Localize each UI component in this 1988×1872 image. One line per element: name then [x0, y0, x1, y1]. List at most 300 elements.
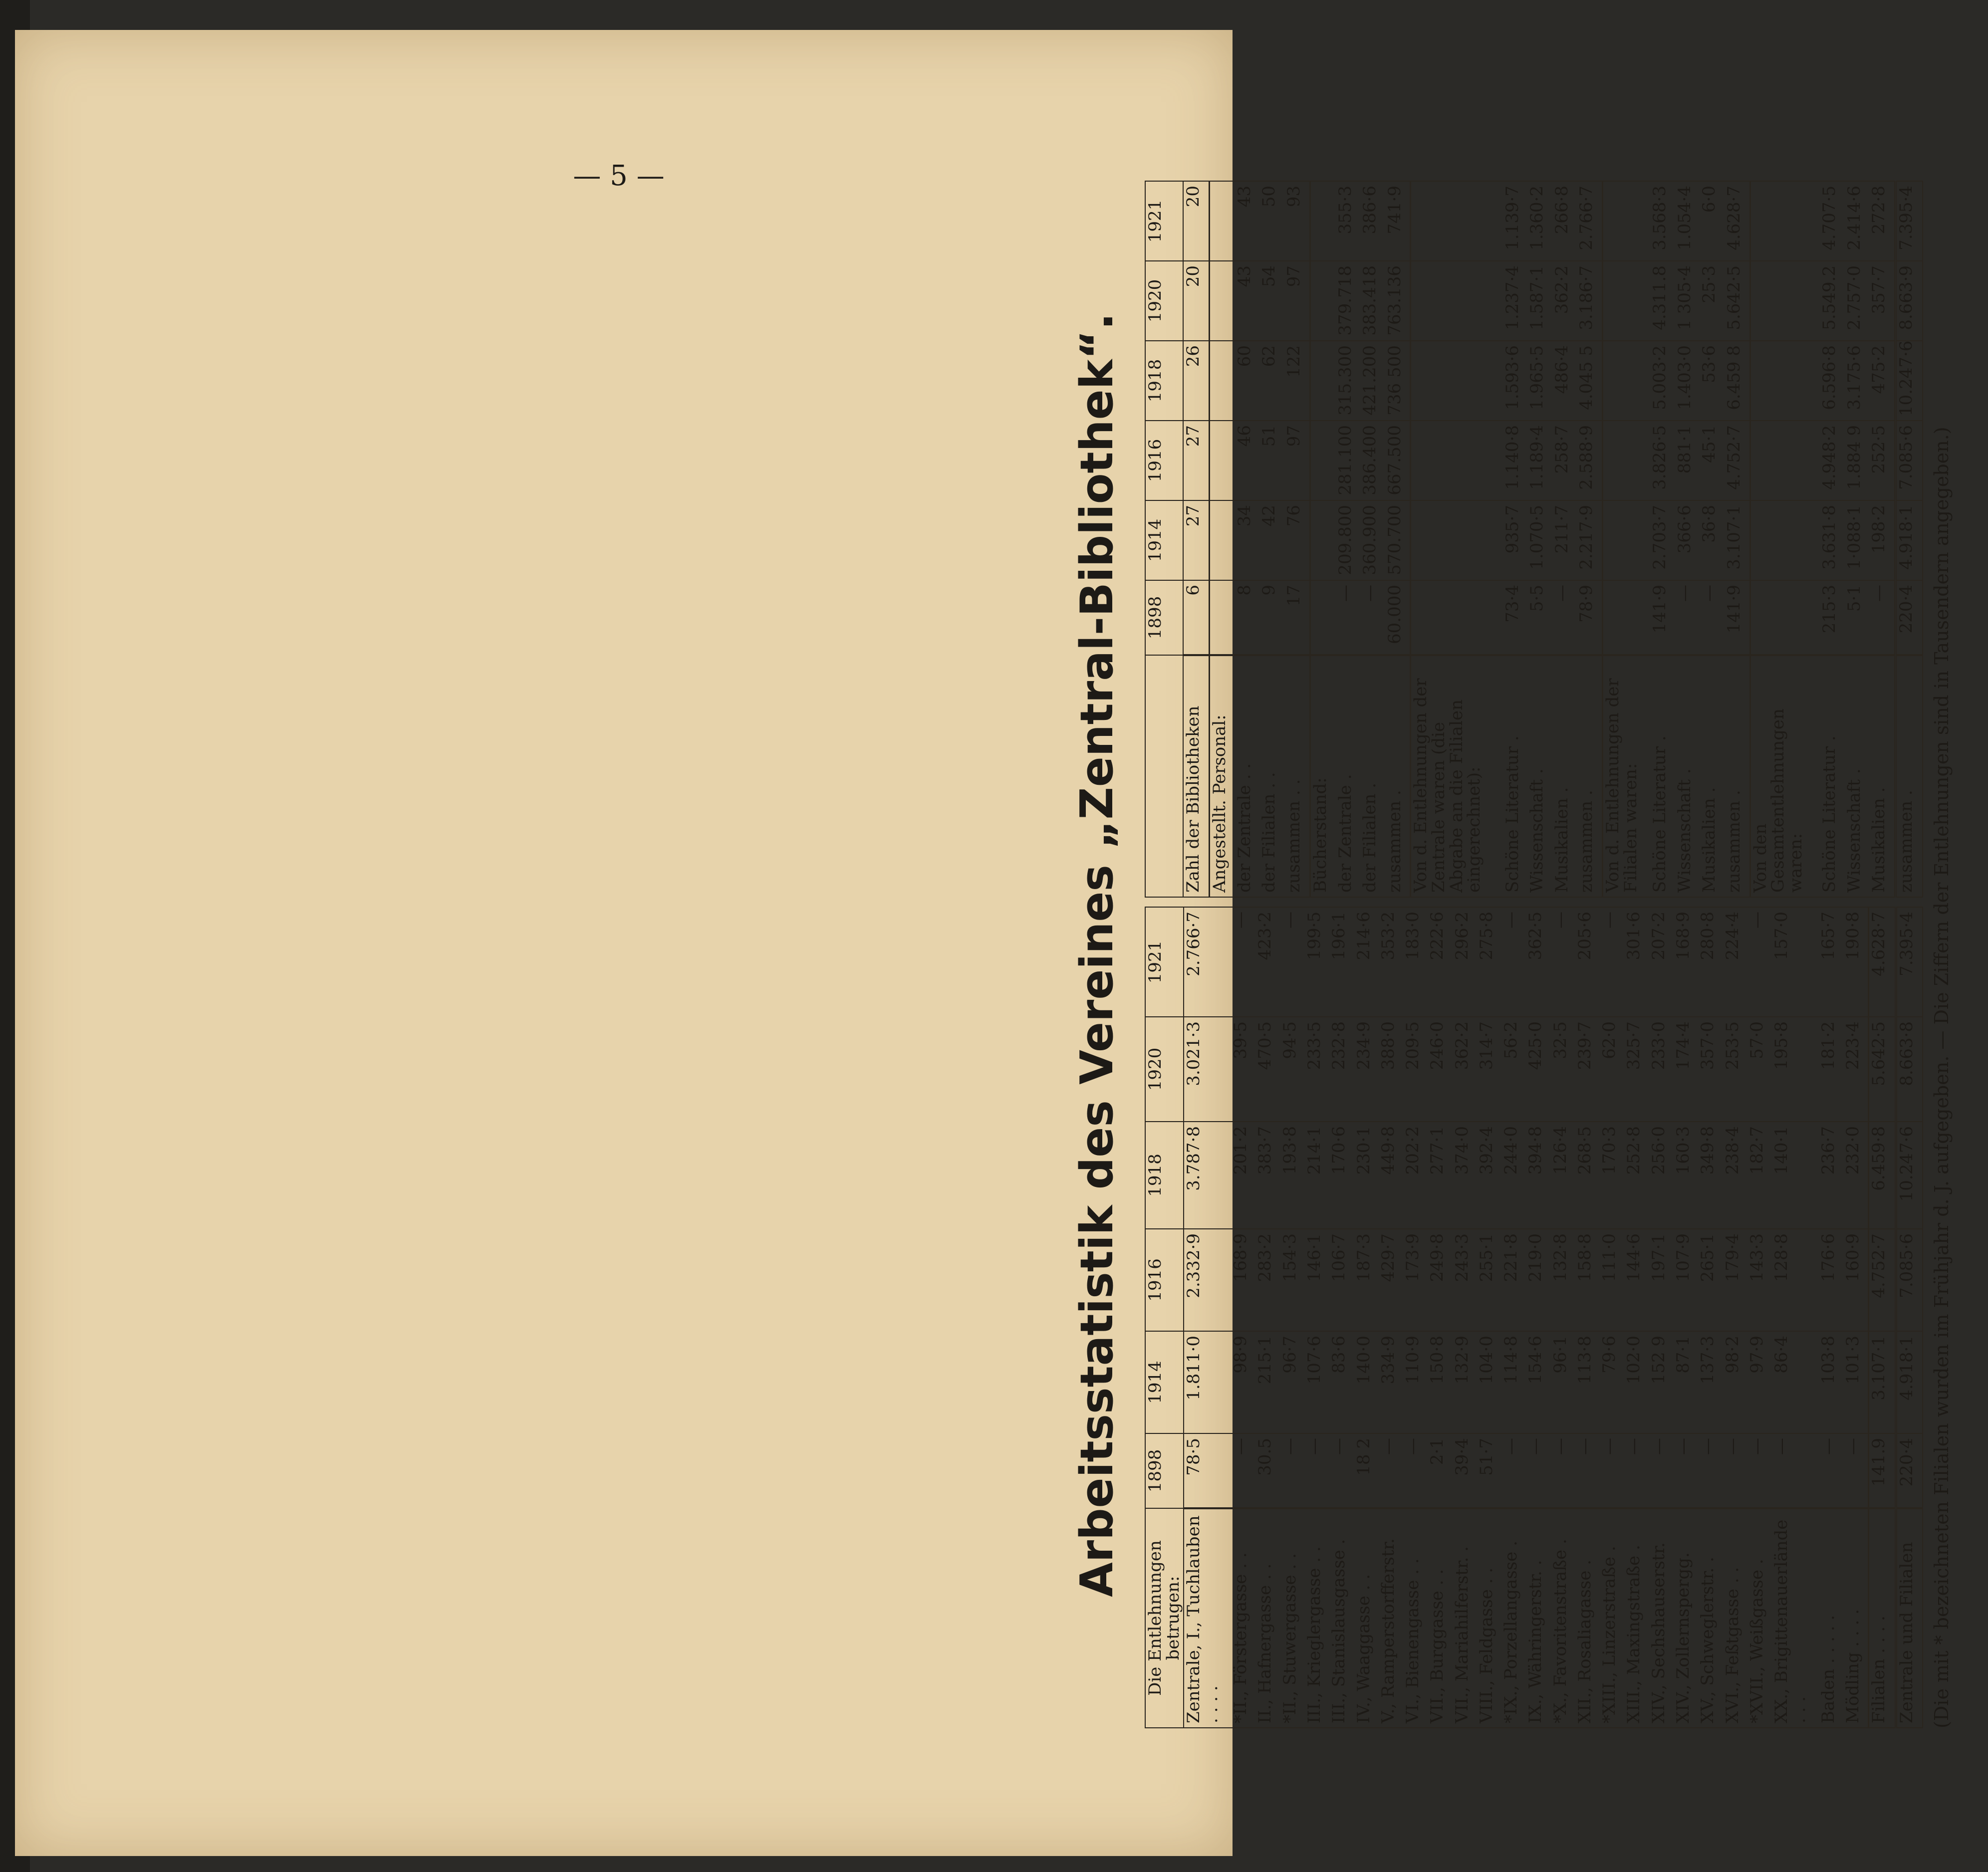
cell-value: 449·8 [1379, 1122, 1403, 1229]
cell-value: 223·4 [1843, 1017, 1869, 1122]
cell-value [1602, 500, 1650, 580]
cell-value: 20 [1183, 181, 1210, 261]
cell-value: 158·8 [1575, 1229, 1600, 1331]
cell-value: 268·5 [1575, 1122, 1600, 1229]
column-header-year: 1921 [1145, 181, 1183, 261]
cell-value: 50 [1259, 181, 1284, 261]
table-row [1819, 907, 1843, 1728]
cell-value: 9 [1259, 580, 1284, 655]
cell-value [1310, 580, 1335, 655]
cell-value: 362·2 [1552, 261, 1577, 341]
cell-value: 423·2 [1255, 907, 1280, 1017]
cell-value [1750, 500, 1820, 580]
cell-value: — [1674, 1433, 1698, 1508]
row-label: zusammen . . [1284, 655, 1310, 897]
cell-value: 3.175·6 [1845, 341, 1869, 421]
cell-value: 106·7 [1329, 1229, 1354, 1331]
row-label: VI., Bienengasse . . [1403, 1508, 1428, 1728]
row-label: III., Stanislausgasse . [1329, 1508, 1354, 1728]
cell-value: 36·8 [1700, 500, 1724, 580]
libraries-table [1145, 181, 1923, 898]
cell-value [1602, 261, 1650, 341]
cell-value: 486·4 [1552, 341, 1577, 421]
cell-value: 4.752·7 [1869, 1229, 1896, 1331]
cell-value: 239·7 [1575, 1017, 1600, 1122]
cell-value: 62 [1259, 341, 1284, 421]
cell-value: 51·7 [1477, 1433, 1501, 1508]
cell-value: 39·4 [1453, 1433, 1477, 1508]
cell-value: 296·2 [1453, 907, 1477, 1017]
row-label: *XVII., Weißgasse . [1747, 1508, 1772, 1728]
row-label: XIV., Zollernspergg. [1674, 1508, 1698, 1728]
cell-value: 266·8 [1552, 181, 1577, 261]
cell-value: 3.107·1 [1869, 1331, 1896, 1433]
cell-value [1210, 181, 1235, 261]
cell-value: 355·3 [1336, 181, 1360, 261]
cell-value: 113·8 [1575, 1331, 1600, 1433]
cell-value: 168·9 [1231, 1229, 1255, 1331]
cell-value: 222·6 [1428, 907, 1452, 1017]
cell-value: 160·3 [1674, 1122, 1698, 1229]
row-label: VII., Mariahilferstr. . [1453, 1508, 1477, 1728]
table-row [1231, 907, 1255, 1728]
row-label: Musikalien . [1700, 655, 1724, 897]
cell-value: 78·5 [1184, 1433, 1231, 1508]
cell-value: — [1843, 1433, 1869, 1508]
cell-value: — [1624, 1433, 1649, 1508]
cell-value [1750, 580, 1820, 655]
cell-value: 741·9 [1385, 181, 1411, 261]
cell-value: 1·088·1 [1845, 500, 1869, 580]
cell-value: 2.703·7 [1650, 500, 1675, 580]
cell-value: 190·8 [1843, 907, 1869, 1017]
cell-value: 429·7 [1379, 1229, 1403, 1331]
cell-value: 214·6 [1354, 907, 1379, 1017]
cell-value: 881·1 [1675, 421, 1700, 500]
cell-value: 215·3 [1820, 580, 1844, 655]
row-label: XIV., Sechshauserstr. [1649, 1508, 1674, 1728]
row-label: *XIII., Linzerstraße . [1600, 1508, 1624, 1728]
table-row [1379, 907, 1403, 1728]
table-row [1305, 907, 1329, 1728]
cell-value: — [1675, 580, 1700, 655]
table-row [1700, 181, 1724, 897]
cell-value: 187·3 [1354, 1229, 1379, 1331]
loans-table [1145, 907, 1923, 1728]
cell-value: 4.918·1 [1896, 500, 1923, 580]
row-label: zusammen . [1725, 655, 1750, 897]
cell-value: 6.459·8 [1869, 1122, 1896, 1229]
cell-value: 34 [1235, 500, 1259, 580]
cell-value: 1.360·2 [1527, 181, 1552, 261]
cell-value: 132·9 [1453, 1331, 1477, 1433]
cell-value: 173·9 [1403, 1229, 1428, 1331]
table-row [1477, 907, 1501, 1728]
table-row [1896, 907, 1923, 1728]
cell-value: 6 [1183, 580, 1210, 655]
cell-value: — [1649, 1433, 1674, 1508]
cell-value: 143·3 [1747, 1229, 1772, 1331]
table-row [1453, 907, 1477, 1728]
cell-value: 154·3 [1280, 1229, 1305, 1331]
cell-value: 78·9 [1577, 580, 1602, 655]
cell-value: 170·6 [1329, 1122, 1354, 1229]
cell-value: 97 [1284, 421, 1310, 500]
cell-value: 144·6 [1624, 1229, 1649, 1331]
cell-value: 53·6 [1700, 341, 1724, 421]
cell-value: 10.247·6 [1896, 341, 1923, 421]
row-label: Zentrale, I., Tuchlauben . . . . [1184, 1508, 1231, 1728]
cell-value: 325·7 [1624, 1017, 1649, 1122]
cell-value [1602, 181, 1650, 261]
cell-value: 667.500 [1385, 421, 1411, 500]
cell-value: — [1403, 1433, 1428, 1508]
cell-value: 83·6 [1329, 1331, 1354, 1433]
cell-value: 280·8 [1698, 907, 1723, 1017]
table-row [1896, 181, 1923, 897]
cell-value: 27 [1183, 500, 1210, 580]
cell-value: 114·8 [1501, 1331, 1526, 1433]
table-row [1820, 181, 1844, 897]
cell-value: 7.395·4 [1896, 907, 1923, 1017]
row-label: II., Hafnergasse . . [1255, 1508, 1280, 1728]
cell-value: 374·0 [1453, 1122, 1477, 1229]
cell-value: 60.000 [1385, 580, 1411, 655]
cell-value: 6·0 [1700, 181, 1724, 261]
cell-value [1210, 500, 1235, 580]
cell-value: 110·9 [1403, 1331, 1428, 1433]
row-label: XII., Rosaliagasse . [1575, 1508, 1600, 1728]
cell-value: 174·4 [1674, 1017, 1698, 1122]
row-label: IV., Waaggasse . . [1354, 1508, 1379, 1728]
row-label: Filialen . . . . [1869, 1508, 1896, 1728]
cell-value: 126·4 [1551, 1122, 1575, 1229]
cell-value: 170·3 [1600, 1122, 1624, 1229]
cell-value: 4.628·7 [1869, 907, 1896, 1017]
cell-value: 101·3 [1843, 1331, 1869, 1433]
cell-value: 45·1 [1700, 421, 1724, 500]
row-label: XV., Schweglerstr. . [1698, 1508, 1723, 1728]
cell-value: 3.107·1 [1725, 500, 1750, 580]
table-row [1526, 907, 1550, 1728]
cell-value: 1.593·6 [1503, 341, 1527, 421]
cell-value: 76 [1284, 500, 1310, 580]
cell-value: 26 [1183, 341, 1210, 421]
cell-value [1411, 580, 1503, 655]
cell-value: — [1501, 907, 1526, 1017]
cell-value: 98·2 [1723, 1331, 1747, 1433]
cell-value: 10.247·6 [1896, 1122, 1923, 1229]
table-row [1385, 181, 1411, 897]
cell-value [1310, 421, 1335, 500]
cell-value: 4.707·5 [1820, 181, 1844, 261]
cell-value: 179·4 [1723, 1229, 1747, 1331]
cell-value: 275·8 [1477, 907, 1501, 1017]
cell-value: 272·8 [1869, 181, 1896, 261]
table-row [1354, 907, 1379, 1728]
row-label: Wissenschaft . [1845, 655, 1869, 897]
cell-value: 1.139·7 [1503, 181, 1527, 261]
cell-value [1750, 261, 1820, 341]
table-row [1284, 181, 1310, 897]
cell-value: 233·0 [1649, 1017, 1674, 1122]
cell-value: — [1360, 580, 1385, 655]
table-row [1551, 907, 1575, 1728]
cell-value: 87·1 [1674, 1331, 1698, 1433]
cell-value: 96·1 [1551, 1331, 1575, 1433]
cell-value: — [1305, 1433, 1329, 1508]
row-label: Bücherstand: [1310, 655, 1335, 897]
cell-value: 570.700 [1385, 500, 1411, 580]
cell-value: 366·6 [1675, 500, 1700, 580]
document-page [15, 30, 1233, 1856]
cell-value: 362·2 [1453, 1017, 1477, 1122]
cell-value: 353·2 [1379, 907, 1403, 1017]
cell-value: 98·9 [1231, 1331, 1255, 1433]
cell-value: 20 [1183, 261, 1210, 341]
table-row [1183, 181, 1210, 897]
cell-value: 232·8 [1329, 1017, 1354, 1122]
cell-value: 3.186·7 [1577, 261, 1602, 341]
cell-value: 736 500 [1385, 341, 1411, 421]
table-row [1235, 181, 1259, 897]
cell-value [1210, 421, 1235, 500]
row-label: Angestellt. Personal: [1210, 655, 1235, 897]
cell-value: 182·7 [1747, 1122, 1772, 1229]
cell-value [1750, 341, 1820, 421]
cell-value: 141·9 [1650, 580, 1675, 655]
cell-value: 27 [1183, 421, 1210, 500]
cell-value: 219·0 [1526, 1229, 1550, 1331]
row-label: Wissenschaft . [1675, 655, 1700, 897]
cell-value: 5.642·5 [1869, 1017, 1896, 1122]
cell-value: — [1552, 580, 1577, 655]
row-label: Musikalien . [1552, 655, 1577, 897]
cell-value: 421.200 [1360, 341, 1385, 421]
cell-value: — [1723, 1433, 1747, 1508]
cell-value: 379.718 [1336, 261, 1360, 341]
cell-value: 357·7 [1869, 261, 1896, 341]
cell-value: 220·4 [1896, 1433, 1923, 1508]
table-row [1255, 907, 1280, 1728]
cell-value: 154·6 [1526, 1331, 1550, 1433]
cell-value: 281.100 [1336, 421, 1360, 500]
column-header-label [1145, 655, 1183, 897]
cell-value: 1.140·8 [1503, 421, 1527, 500]
cell-value: 97 [1284, 261, 1310, 341]
cell-value: 3.631·8 [1820, 500, 1844, 580]
row-label: der Filialen . [1360, 655, 1385, 897]
cell-value: — [1600, 1433, 1624, 1508]
column-header-year: 1914 [1145, 500, 1183, 580]
cell-value: 132·8 [1551, 1229, 1575, 1331]
cell-value: 146·1 [1305, 1229, 1329, 1331]
table-row [1747, 907, 1772, 1728]
cell-value: 301·6 [1624, 907, 1649, 1017]
cell-value: 5.549.2 [1820, 261, 1844, 341]
cell-value: 255·1 [1477, 1229, 1501, 1331]
cell-value: 193·8 [1280, 1122, 1305, 1229]
cell-value: 137·3 [1698, 1331, 1723, 1433]
page-number: — 5 — [573, 160, 665, 192]
cell-value: 56·2 [1501, 1017, 1526, 1122]
cell-value: 30.5 [1255, 1433, 1280, 1508]
cell-value: 42 [1259, 500, 1284, 580]
cell-value: — [1551, 907, 1575, 1017]
cell-value [1602, 580, 1650, 655]
cell-value: 160·9 [1843, 1229, 1869, 1331]
column-header-year: 1920 [1145, 261, 1183, 341]
cell-value: 3.568·3 [1650, 181, 1675, 261]
cell-value: 107·9 [1674, 1229, 1698, 1331]
table-row [1649, 907, 1674, 1728]
cell-value: 277·1 [1428, 1122, 1452, 1229]
cell-value: 4.045 5 [1577, 341, 1602, 421]
cell-value: 2.766·7 [1577, 181, 1602, 261]
cell-value [1750, 421, 1820, 500]
cell-value: 25·3 [1700, 261, 1724, 341]
row-label: Schöne Literatur . [1820, 655, 1844, 897]
cell-value: 111·0 [1600, 1229, 1624, 1331]
cell-value: 386·6 [1360, 181, 1385, 261]
column-header-year: 1898 [1145, 1433, 1184, 1508]
cell-value [1210, 580, 1235, 655]
cell-value: 140·0 [1354, 1331, 1379, 1433]
cell-value: 209·5 [1403, 1017, 1428, 1122]
cell-value: 5.003·2 [1650, 341, 1675, 421]
cell-value: 8.663·8 [1896, 1017, 1923, 1122]
cell-value [1411, 500, 1503, 580]
cell-value: 265·1 [1698, 1229, 1723, 1331]
cell-value: 253·5 [1723, 1017, 1747, 1122]
column-header-year: 1914 [1145, 1331, 1184, 1433]
cell-value: — [1231, 1433, 1255, 1508]
cell-value: 168·9 [1674, 907, 1698, 1017]
column-header-year: 1918 [1145, 1122, 1184, 1229]
row-label: Schöne Literatur . [1503, 655, 1527, 897]
cell-value: — [1869, 580, 1896, 655]
table-row [1336, 181, 1360, 897]
row-label: XVI., Feßtgasse . . [1723, 1508, 1747, 1728]
cell-value: 4.311.8 [1650, 261, 1675, 341]
cell-value: 1.965·5 [1527, 341, 1552, 421]
row-label: der Filialen . . [1259, 655, 1284, 897]
cell-value: 73·4 [1503, 580, 1527, 655]
cell-value: 2.757·0 [1845, 261, 1869, 341]
cell-value: 394·8 [1526, 1122, 1550, 1229]
cell-value: 103·8 [1819, 1331, 1843, 1433]
cell-value: 43 [1235, 181, 1259, 261]
row-label: zusammen . [1577, 655, 1602, 897]
cell-value: 51 [1259, 421, 1284, 500]
cell-value: 5·5 [1527, 580, 1552, 655]
table-row [1501, 907, 1526, 1728]
column-header-year: 1916 [1145, 1229, 1184, 1331]
cell-value: 202·2 [1403, 1122, 1428, 1229]
cell-value: 195·8 [1772, 1017, 1819, 1122]
cell-value: 2.766·7 [1184, 907, 1231, 1017]
page-title: Arbeitsstatistik des Vereines „Zentral-Bibliothek“. [1071, 313, 1123, 1597]
cell-value: 386.400 [1360, 421, 1385, 500]
cell-value: 4.628·7 [1725, 181, 1750, 261]
cell-value [1750, 181, 1820, 261]
cell-value: 1.054·4 [1675, 181, 1700, 261]
table-row [1675, 181, 1700, 897]
table-row [1310, 181, 1335, 897]
cell-value: 17 [1284, 580, 1310, 655]
table-row [1329, 907, 1354, 1728]
row-label: Baden . . . . . [1819, 1508, 1843, 1728]
cell-value [1210, 261, 1235, 341]
column-header-label: Die Entlehnungen betrugen: [1145, 1508, 1184, 1728]
table-row [1184, 907, 1231, 1728]
cell-value: 315.300 [1336, 341, 1360, 421]
row-label: Von d. Entlehnungen der Zentrale waren (die Abgabe an die Filialen eingerechnet): [1411, 655, 1503, 897]
column-header-year: 1920 [1145, 1017, 1184, 1122]
cell-value: 230·1 [1354, 1122, 1379, 1229]
row-label: IX., Währingerstr. . [1526, 1508, 1550, 1728]
cell-value: 1.884 9 [1845, 421, 1869, 500]
row-label: zusammen . [1896, 655, 1923, 897]
cell-value: 141.9 [1869, 1433, 1896, 1508]
table-row [1575, 907, 1600, 1728]
cell-value: 1.189·4 [1527, 421, 1552, 500]
cell-value: 236·7 [1819, 1122, 1843, 1229]
cell-value: 79·6 [1600, 1331, 1624, 1433]
table-row [1750, 181, 1820, 897]
cell-value: 5.642·5 [1725, 261, 1750, 341]
cell-value: 425·0 [1526, 1017, 1550, 1122]
cell-value: — [1600, 907, 1624, 1017]
row-label: XIII., Maxingstraße . [1624, 1508, 1649, 1728]
table-row [1259, 181, 1284, 897]
cell-value: — [1280, 907, 1305, 1017]
row-label: Zentrale und Filialen [1896, 1508, 1923, 1728]
cell-value: 763.136 [1385, 261, 1411, 341]
cell-value: 252·5 [1869, 421, 1896, 500]
row-label: VII., Burggasse . . [1428, 1508, 1452, 1728]
row-label: XX., Brigittenauerlände . . . [1772, 1508, 1819, 1728]
cell-value: — [1700, 580, 1724, 655]
row-label: *II., Förstergasse . . [1231, 1508, 1255, 1728]
cell-value: 6.596·8 [1820, 341, 1844, 421]
row-label: *IX., Porzellangasse . [1501, 1508, 1526, 1728]
table-row [1403, 907, 1428, 1728]
cell-value: — [1772, 1433, 1819, 1508]
row-label: Wissenschaft . [1527, 655, 1552, 897]
cell-value: 54 [1259, 261, 1284, 341]
cell-value: 233·5 [1305, 1017, 1329, 1122]
cell-value: 220·4 [1896, 580, 1923, 655]
cell-value: 7.085·6 [1896, 1229, 1923, 1331]
cell-value: 1.070·5 [1527, 500, 1552, 580]
cell-value [1602, 341, 1650, 421]
cell-value: 57·0 [1747, 1017, 1772, 1122]
table-row [1503, 181, 1527, 897]
statistics-tables [1145, 182, 1923, 1728]
row-label: der Zentrale . . [1235, 655, 1259, 897]
cell-value [1411, 341, 1503, 421]
cell-value: 128·8 [1772, 1229, 1819, 1331]
cell-value: 93 [1284, 181, 1310, 261]
cell-value: 234·9 [1354, 1017, 1379, 1122]
cell-value: 7.085·6 [1896, 421, 1923, 500]
cell-value: 2.588·9 [1577, 421, 1602, 500]
row-label: *X., Favoritenstraße . [1551, 1508, 1575, 1728]
cell-value: — [1336, 580, 1360, 655]
cell-value: 102·0 [1624, 1331, 1649, 1433]
table-row [1600, 907, 1624, 1728]
